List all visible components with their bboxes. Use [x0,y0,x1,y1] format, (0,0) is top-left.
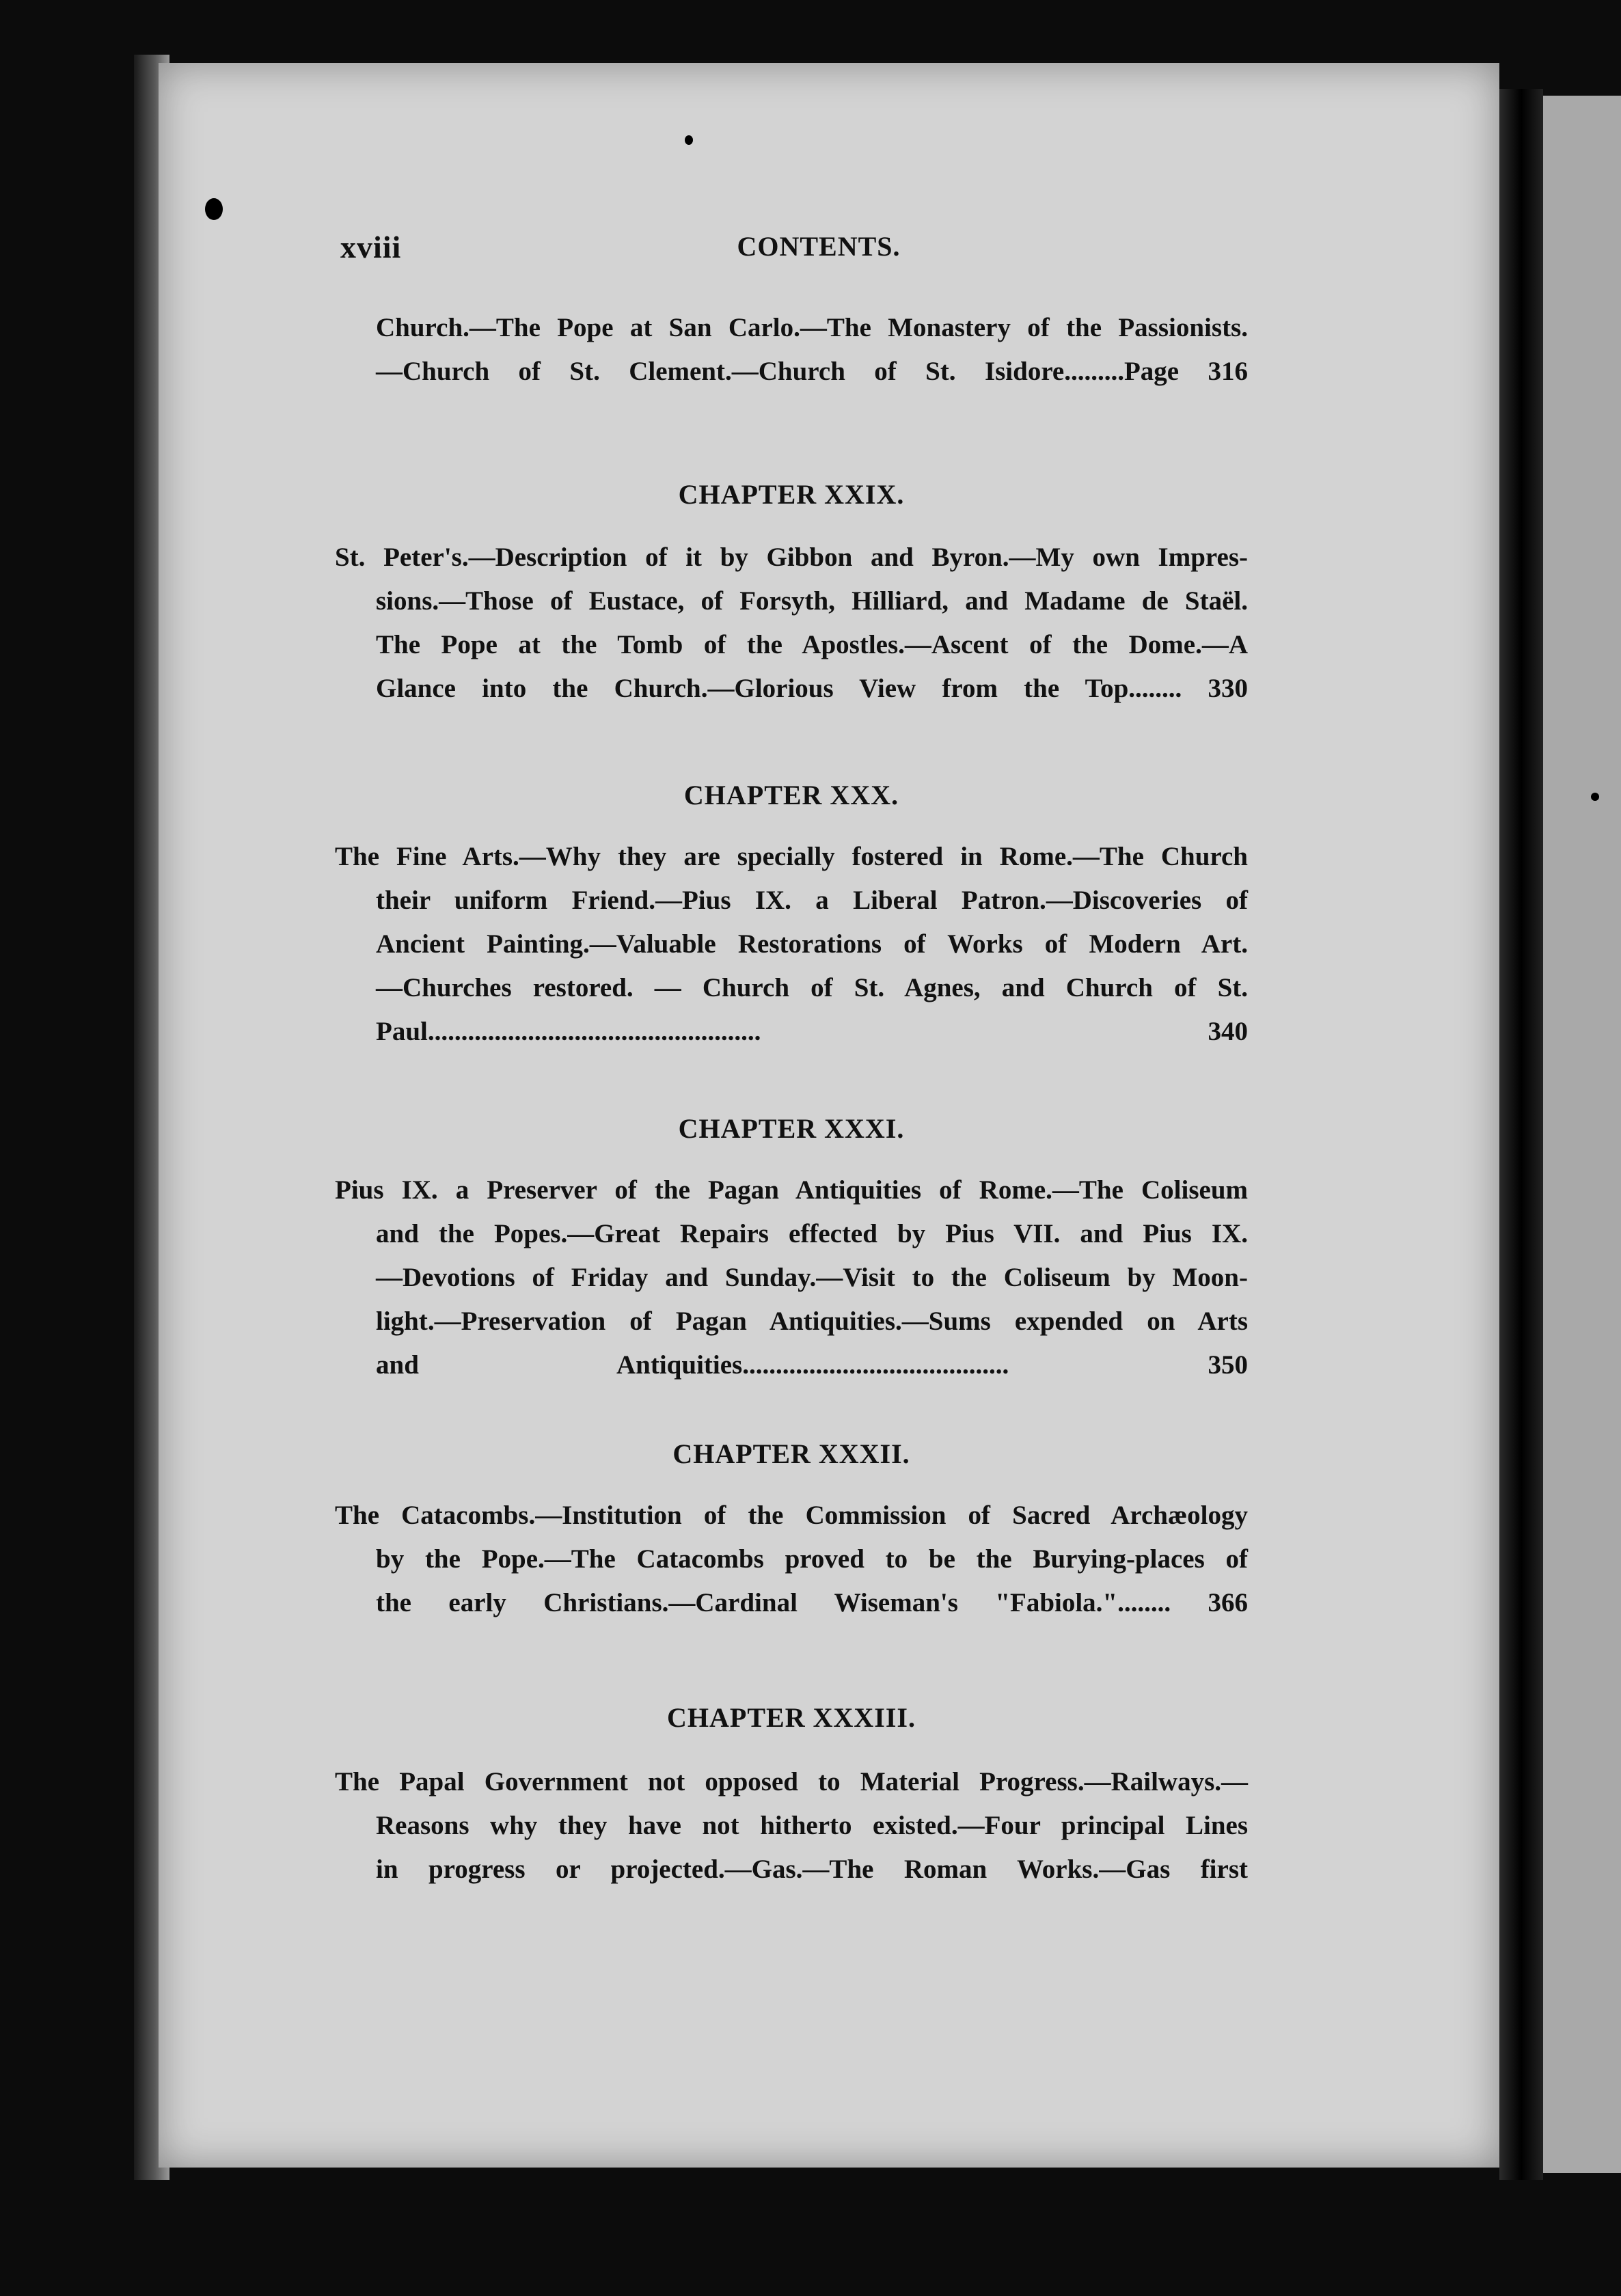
entry-line: light.—Preservation of Pagan Antiquities.—Sums expended on Arts [376,1307,1248,1336]
entry-line: Glance into the Church.—Glorious View from the Top........ 330 [376,674,1248,703]
chapter-heading: CHAPTER XXXII. [672,1438,910,1469]
chapter-heading: CHAPTER XXIX. [678,479,905,510]
contents-entry [335,1760,1248,1891]
entry-line: in progress or projected.—Gas.—The Roman Works.—Gas first [376,1855,1248,1884]
entry-line: Pius IX. a Preserver of the Pagan Antiquities of Rome.—The Coliseum [335,1175,1248,1205]
contents-entry [335,835,1248,1054]
entry-line: sions.—Those of Eustace, of Forsyth, Hilliard, and Madame de Staël. [376,586,1248,616]
entry-line: Church.—The Pope at San Carlo.—The Monastery of the Passionists. [376,313,1248,342]
contents-entry [335,306,1248,394]
entry-line: their uniform Friend.—Pius IX. a Liberal Patron.—Discoveries of [376,886,1248,915]
entry-line: —Churches restored. — Church of St. Agnes, and Church of St. [376,973,1248,1002]
ink-speck [205,198,223,220]
entry-line: and Antiquities........................................ 350 [376,1350,1248,1380]
entry-line: The Pope at the Tomb of the Apostles.—Ascent of the Dome.—A [376,630,1248,659]
entry-line: —Devotions of Friday and Sunday.—Visit to the Coliseum by Moon- [376,1263,1248,1292]
chapter-heading: CHAPTER XXXI. [678,1113,905,1144]
contents-entry [335,1494,1248,1625]
contents-entry [335,536,1248,711]
entry-line: The Fine Arts.—Why they are specially fostered in Rome.—The Church [335,842,1248,871]
entry-line: Ancient Painting.—Valuable Restorations of Works of Modern Art. [376,929,1248,959]
entry-line: The Papal Government not opposed to Material Progress.—Railways.— [335,1767,1248,1796]
chapter-heading: CHAPTER XXXIII. [667,1702,916,1733]
entry-line: —Church of St. Clement.—Church of St. Isidore.........Page 316 [376,357,1248,386]
entry-line: Reasons why they have not hitherto existed.—Four principal Lines [376,1811,1248,1840]
ink-speck [685,135,693,145]
entry-line: by the Pope.—The Catacombs proved to be the Burying-places of [376,1544,1248,1574]
contents-entry [335,1168,1248,1387]
facing-page-edge [1543,96,1621,2173]
entry-line: and the Popes.—Great Repairs effected by Pius VII. and Pius IX. [376,1219,1248,1248]
entry-line: St. Peter's.—Description of it by Gibbon and Byron.—My own Impres- [335,543,1248,572]
entry-line: The Catacombs.—Institution of the Commission of Sacred Archæology [335,1501,1248,1530]
ink-speck [1591,793,1599,801]
entry-line: the early Christians.—Cardinal Wiseman's "Fabiola."........ 366 [376,1588,1248,1617]
folio: xviii [340,230,402,264]
entry-line: Paul.................................................. 340 [376,1017,1248,1046]
book-gutter [1499,89,1543,2180]
chapter-heading: CHAPTER XXX. [683,780,899,810]
running-head [335,229,1248,263]
running-title: CONTENTS. [737,231,901,262]
